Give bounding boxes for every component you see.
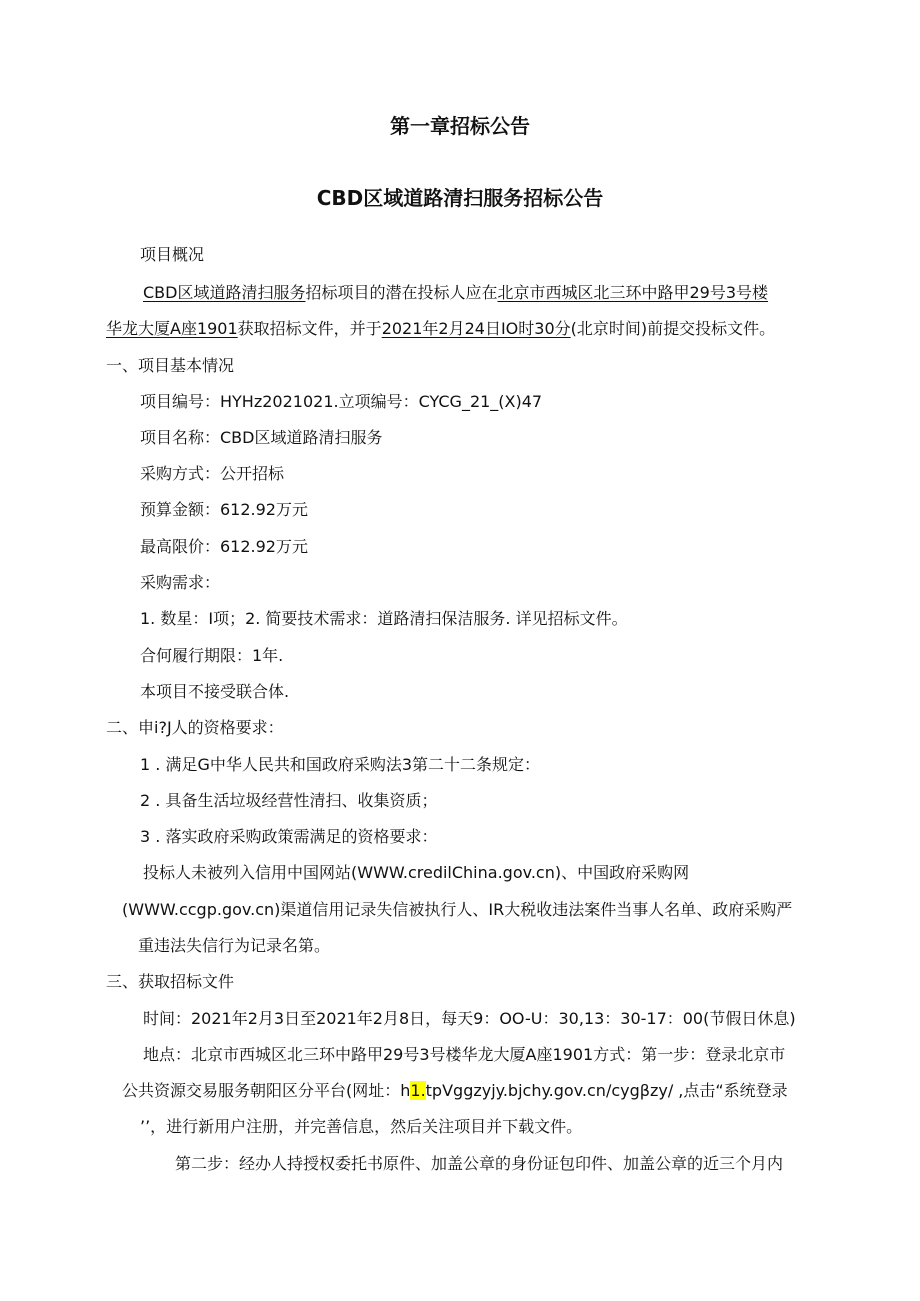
notice-title: CBD区域道路清扫服务招标公告 bbox=[316, 186, 604, 210]
overview-heading: 项目概况 bbox=[140, 245, 205, 264]
overview-paragraph-line1 bbox=[143, 282, 768, 304]
acquisition-time: 时间：2021年2月3日至2021年2月8日，每天9：OO-U：30,13：30-17：00(节假日休息) bbox=[143, 1009, 796, 1028]
consortium-note: 本项目不接受联合体. bbox=[140, 682, 290, 701]
budget-amount: 预算金额：612.92万元 bbox=[140, 500, 308, 519]
contract-period: 合何履行期限：1年. bbox=[140, 646, 284, 665]
overview-address-part1: 北京市西城区北三环中路甲29号3号楼 bbox=[497, 283, 769, 302]
requirements-detail: 1. 数星：I项；2. 简要技术需求：道路清扫保洁服务. 详见招标文件。 bbox=[140, 609, 628, 628]
section3-heading: 三、获取招标文件 bbox=[106, 972, 235, 991]
project-number: 项目编号：HYHz2021021.立项编号：CYCG_21_(X)47 bbox=[140, 392, 543, 411]
qualification-paragraph-line2: (WWW.ccgp.gov.cn)渠道信用记录失信被执行人、IR大税收违法案件当事人名单、政府采购严 bbox=[122, 900, 793, 919]
overview-deadline: 2021年2月24日IO时30分 bbox=[381, 319, 571, 338]
platform-line bbox=[122, 1080, 788, 1102]
qualification-item-3: 3 . 落实政府采购政策需满足的资格要求： bbox=[140, 827, 438, 846]
platform-prefix: 公共资源交易服务朝阳区分平台(网址：h bbox=[122, 1081, 411, 1100]
platform-suffix: ,点击“系统登录 bbox=[673, 1081, 788, 1100]
project-name: 项目名称：CBD区域道路清扫服务 bbox=[140, 428, 383, 447]
section1-heading: 一、项目基本情况 bbox=[106, 356, 235, 375]
acquisition-place: 地点：北京市西城区北三环中路甲29号3号楼华龙大厦A座1901方式：第一步：登录北京市 bbox=[143, 1045, 786, 1064]
overview-project-name: CBD区域道路清扫服务 bbox=[143, 283, 306, 302]
chapter-title: 第一章招标公告 bbox=[390, 114, 530, 138]
overview-paragraph-line2 bbox=[106, 318, 775, 340]
url-highlight: 1. bbox=[410, 1081, 426, 1100]
requirements-label: 采购需求： bbox=[140, 573, 221, 592]
procurement-method: 采购方式：公开招标 bbox=[140, 464, 285, 483]
qualification-paragraph-line3: 重违法失信行为记录名第。 bbox=[138, 936, 331, 955]
platform-url[interactable]: tpVggzyjy.bjchy.gov.cn∕cygβzy∕ bbox=[425, 1081, 674, 1100]
qualification-item-1: 1 . 满足G中华人民共和国政府采购法3第二十二条规定： bbox=[140, 755, 541, 774]
max-price: 最高限价：612.92万元 bbox=[140, 537, 308, 556]
section2-heading: 二、申i?J人的资格要求： bbox=[106, 718, 284, 737]
qualification-paragraph-line1: 投标人未被列入信用中国网站(WWW.credilChina.gov.cn)、中国政府采购网 bbox=[143, 863, 690, 882]
overview-text3: (北京时间)前提交投标文件。 bbox=[570, 319, 776, 338]
qualification-item-2: 2 . 具备生活垃圾经营性清扫、收集资质； bbox=[140, 791, 438, 810]
step-two: 第二步：经办人持授权委托书原件、加盖公章的身份证包印件、加盖公章的近三个月内 bbox=[175, 1154, 784, 1173]
registration-instruction: ’’，进行新用户注册，并完善信息，然后关注项目并下载文件。 bbox=[140, 1117, 583, 1136]
overview-address-part2: 华龙大厦A座1901 bbox=[106, 319, 238, 338]
overview-text1: 招标项目的潜在投标人应在 bbox=[305, 283, 498, 302]
overview-text2: 获取招标文件，并于 bbox=[237, 319, 382, 338]
